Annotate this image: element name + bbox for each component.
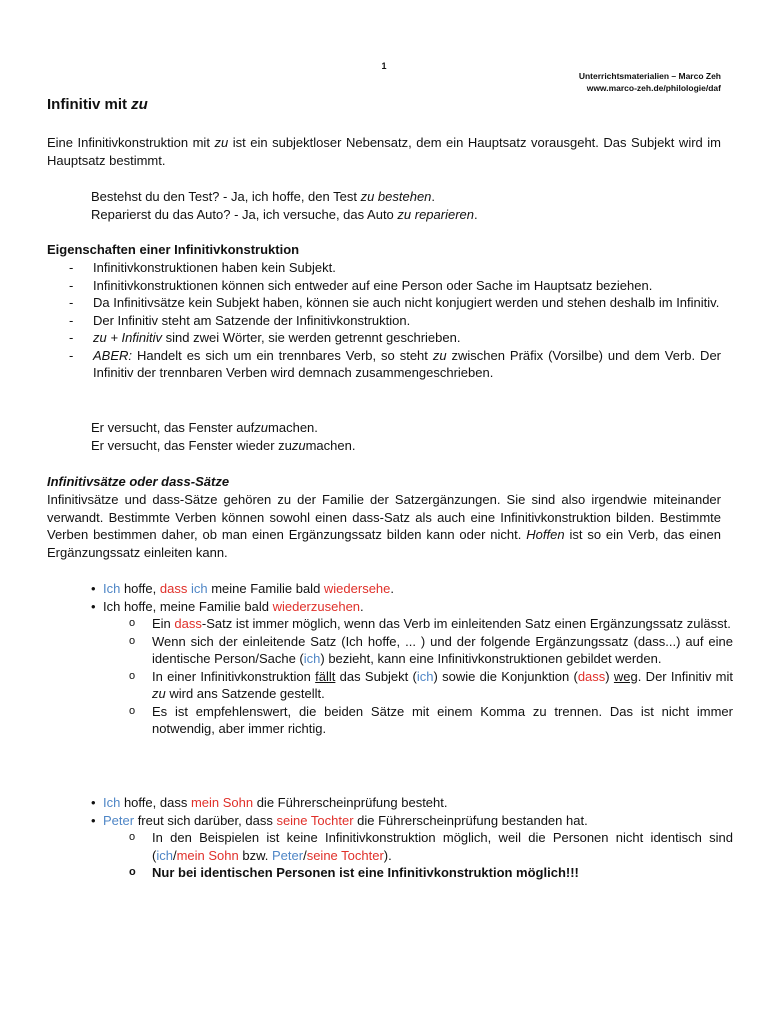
item-text: zwischen Präfix (Vorsilbe) und dem Verb. Der Infinitiv der trennbaren Verben wird demnach zusammengeschrieben.	[93, 347, 721, 380]
bullet-item	[91, 794, 721, 812]
list-item	[47, 329, 721, 347]
slash: /	[172, 847, 177, 863]
subject-peter: Peter	[103, 812, 135, 828]
bullet-item	[91, 598, 733, 738]
text: Ich hoffe, meine Familie bald	[103, 598, 273, 614]
intro-text-b: ist ein subjektloser Nebensatz, dem ein Hauptsatz vorausgeht. Das Subjekt wird im Hauptsatz bestimmt.	[47, 135, 722, 168]
item-zu: zu	[432, 347, 447, 363]
bullet-list-1	[91, 580, 733, 738]
text: In den Beispielen ist keine Infinitivkonstruktion möglich, weil die Personen nicht identisch sind (	[152, 830, 733, 863]
subject-ich: ich	[190, 581, 208, 596]
text: das Subjekt (	[335, 668, 417, 684]
subject-ich: ich	[156, 847, 173, 863]
para-text-end: ist so ein Verb, das einen Ergänzungssatz einleiten kann.	[47, 527, 721, 560]
example-em: zu reparieren	[397, 207, 475, 222]
example-em: zu bestehen	[360, 189, 432, 204]
example-end: machen.	[305, 438, 356, 453]
text: ) sowie die Konjunktion (	[433, 668, 578, 684]
subject-ich: ich	[416, 668, 434, 684]
example-sentence	[91, 206, 478, 224]
list-item: - Da Infinitivsätze kein Subjekt haben, können sie auch nicht konjugiert werden und stehen deshalb im Infinitiv.	[47, 294, 721, 312]
subject-peter: Peter	[272, 847, 304, 863]
subject-tochter: seine Tochter	[276, 812, 354, 828]
text: . Der Infinitiv mit	[637, 668, 733, 684]
text: freut sich darüber, dass	[134, 812, 277, 828]
text: Wenn sich der einleitende Satz (Ich hoffe, ... ) und der folgende Ergänzungssatz (dass...) auf eine identische Person/Sache (	[152, 633, 733, 666]
subject-ich: Ich	[103, 795, 121, 810]
page-number: 1	[381, 61, 387, 71]
slash: /	[303, 847, 307, 863]
item-em: zu + Infinitiv	[93, 330, 163, 345]
para-em: Hoffen	[526, 527, 565, 542]
sub-item	[115, 829, 733, 864]
example-text: Er versucht, das Fenster auf	[91, 420, 255, 435]
example-sentence	[91, 437, 355, 455]
subject-ich: Ich	[103, 581, 121, 596]
verb: wiederzusehen	[272, 598, 361, 614]
conj-dass: dass	[577, 668, 606, 684]
bullet-list-2	[91, 794, 733, 882]
item-text: Handelt es sich um ein trennbares Verb, so steht	[132, 347, 433, 363]
example-sentence	[91, 419, 318, 437]
subject-sohn: mein Sohn	[190, 795, 254, 810]
text: meine Familie bald	[207, 581, 324, 596]
item-em: ABER:	[93, 347, 133, 363]
bullet-item	[91, 812, 733, 882]
example-text: Er versucht, das Fenster wieder zu	[91, 438, 292, 453]
sub-item	[115, 615, 733, 633]
text: hoffe, dass	[120, 795, 191, 810]
conj-dass: dass	[174, 616, 202, 631]
text: Ein	[152, 616, 175, 631]
example-end: .	[431, 189, 436, 204]
example-em: zu	[291, 438, 306, 453]
subject-sohn: mein Sohn	[176, 847, 239, 863]
text: wird ans Satzende gestellt.	[165, 686, 325, 701]
text: ).	[383, 847, 392, 863]
sub-item	[115, 633, 733, 668]
title-em: zu	[131, 96, 148, 113]
sub-item-emphasis: o Nur bei identischen Personen ist eine Infinitivkonstruktion möglich!!!	[115, 864, 733, 882]
page-title	[47, 96, 148, 114]
underlined-word: fällt	[315, 668, 336, 684]
intro-zu: zu	[214, 135, 229, 150]
properties-list	[47, 259, 721, 382]
sub-item	[115, 668, 733, 703]
example-end: .	[474, 207, 478, 222]
list-item: - Infinitivkonstruktionen können sich entweder auf eine Person oder Sache im Hauptsatz beziehen.	[47, 277, 721, 295]
sub-list	[103, 615, 733, 738]
example-em: zu	[254, 420, 269, 435]
verb: wiedersehe	[323, 581, 391, 596]
para-text: Infinitivsätze und dass-Sätze gehören zu der Familie der Satzergänzungen. Sie sind also irgendwie miteinander verwandt. Bestimmte Verben können sowohl einen dass-Satz als auch eine Infinitivkonstruktion bilden. Bestimmte Verben bestimmen daher, ob man einen Ergänzungssatz bilden kann oder nicht.	[47, 492, 721, 542]
text: ) bezieht, kann eine Infinitivkonstruktionen gebildet werden.	[320, 651, 662, 666]
title-text: Infinitiv mit	[47, 96, 132, 113]
list-item	[47, 347, 721, 382]
sub-list	[103, 829, 733, 882]
bullet-item	[91, 580, 721, 598]
header-url-line: www.marco-zeh.de/philologie/daf	[586, 83, 721, 93]
section-heading-dass: Infinitivsätze oder dass-Sätze	[47, 474, 230, 489]
dass-paragraph	[47, 491, 721, 561]
zu-em: zu	[152, 686, 166, 701]
example-end: machen.	[268, 420, 318, 435]
subject-tochter: seine Tochter	[306, 847, 384, 863]
example-text: Reparierst du das Auto? - Ja, ich versuche, das Auto	[91, 207, 398, 222]
text: )	[605, 668, 614, 684]
sub-item: o Es ist empfehlenswert, die beiden Sätze mit einem Komma zu trennen. Das ist nicht immer notwendig, aber immer richtig.	[115, 703, 733, 738]
subject-ich: ich	[303, 651, 321, 666]
conj-dass: dass	[159, 581, 188, 596]
example-text: Bestehst du den Test? - Ja, ich hoffe, den Test	[91, 189, 361, 204]
example-sentence	[91, 188, 435, 206]
item-text: sind zwei Wörter, sie werden getrennt geschrieben.	[162, 330, 461, 345]
list-item: - Infinitivkonstruktionen haben kein Subjekt.	[47, 259, 721, 277]
text: .	[360, 598, 364, 614]
text: hoffe,	[120, 581, 160, 596]
text: -Satz ist immer möglich, wenn das Verb im einleitenden Satz einen Ergänzungssatz zulässt.	[201, 616, 731, 631]
text: bzw.	[238, 847, 272, 863]
text: die Führerscheinprüfung bestanden hat.	[353, 812, 588, 828]
list-item: - Der Infinitiv steht am Satzende der Infinitivkonstruktion.	[47, 312, 721, 330]
underlined-word: weg	[613, 668, 638, 684]
text: .	[390, 581, 395, 596]
text: In einer Infinitivkonstruktion	[152, 668, 316, 684]
section-heading-properties: Eigenschaften einer Infinitivkonstruktion	[47, 242, 300, 257]
text: die Führerscheinprüfung besteht.	[253, 795, 448, 810]
header-author-line: Unterrichtsmaterialien – Marco Zeh	[578, 71, 721, 81]
intro-paragraph	[47, 134, 721, 169]
document-header	[579, 70, 721, 94]
intro-text-a: Eine Infinitivkonstruktion mit	[47, 135, 215, 150]
